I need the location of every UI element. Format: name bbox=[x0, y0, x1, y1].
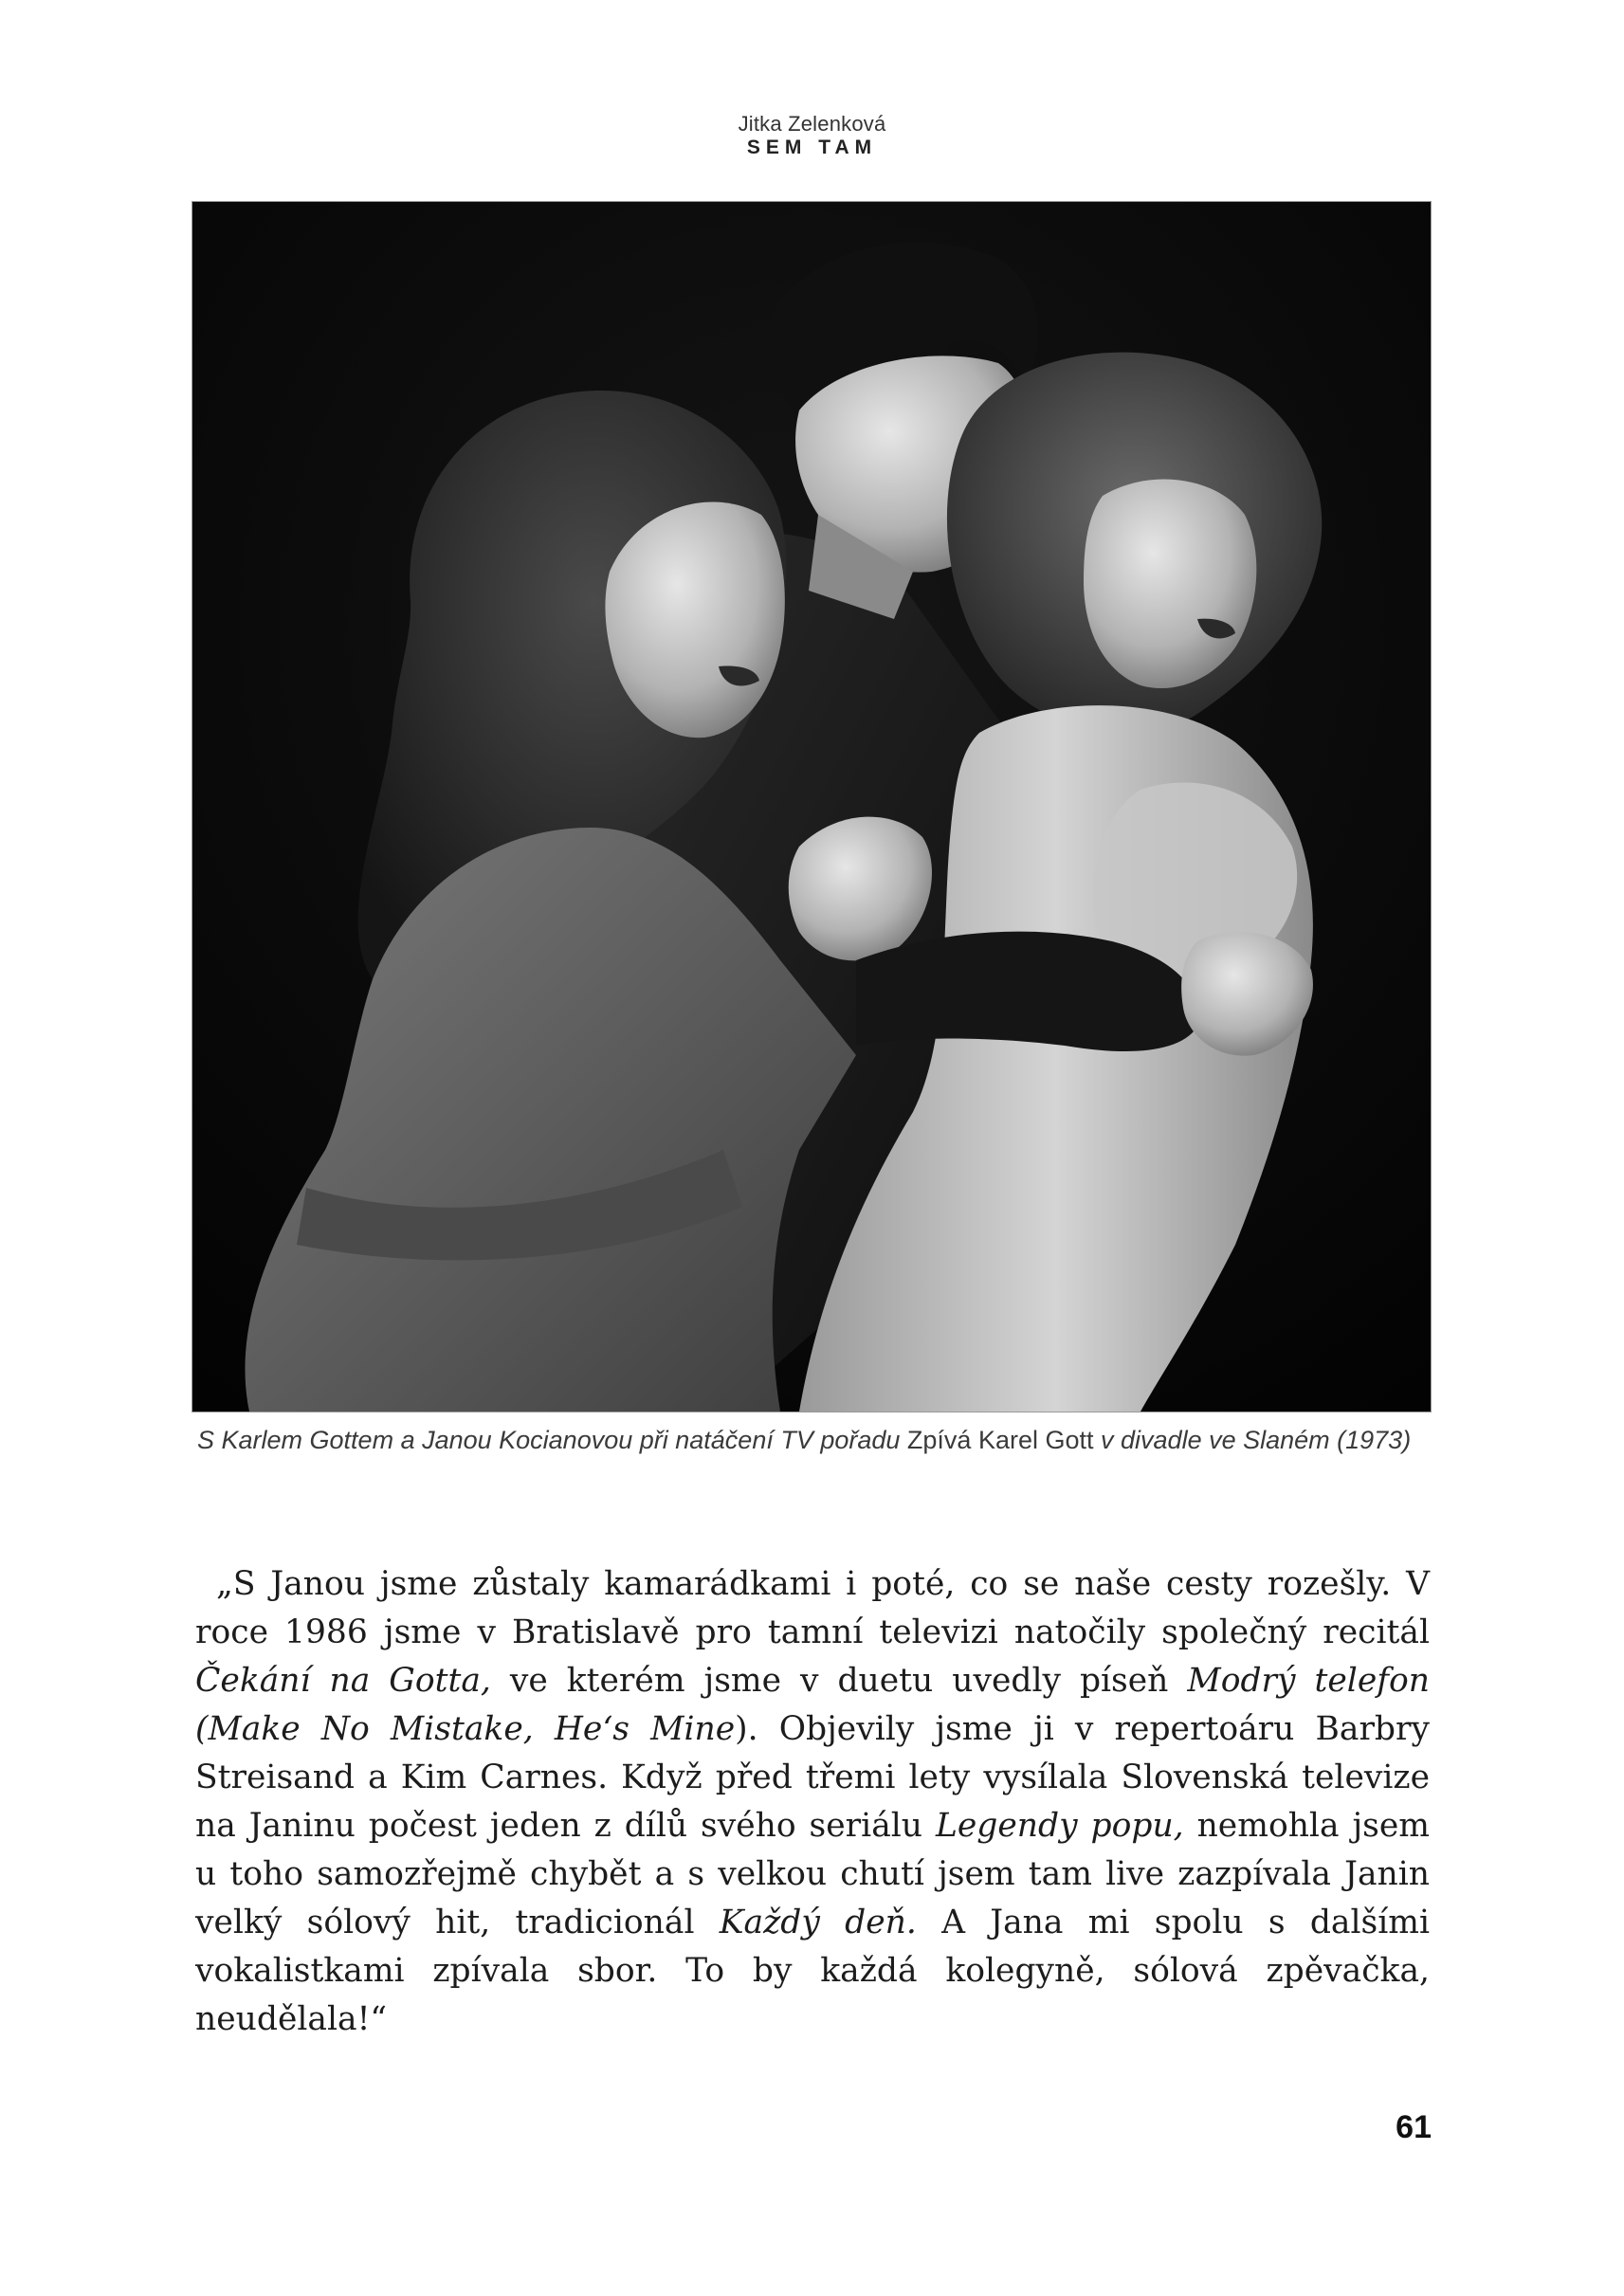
caption-part2: v divadle ve Slaném (1973) bbox=[1093, 1426, 1412, 1454]
caption-show-name: Zpívá Karel Gott bbox=[906, 1426, 1094, 1454]
caption-part1: S Karlem Gottem a Janou Kocianovou při natáčení TV pořadu bbox=[197, 1426, 907, 1454]
text-run: ). Objevily jsme ji v repertoáru Barbry Streisand a Kim Carnes. Když před třemi lety vysílala Slovenská televize na Janinu počest jeden z dílů svého seriálu bbox=[195, 1710, 1430, 1845]
italic-title: Modrý telefon (Make No Mistake, He‘s Mine bbox=[195, 1662, 1430, 1748]
header-book-title: SEM TAM bbox=[746, 137, 878, 158]
photo bbox=[192, 201, 1432, 1412]
italic-title: Čekání na Gotta, bbox=[195, 1662, 491, 1700]
header-author: Jitka Zelenková bbox=[738, 112, 886, 136]
italic-title: Každý deň. bbox=[719, 1904, 917, 1941]
quote-paragraph bbox=[195, 1560, 1430, 2044]
running-head bbox=[0, 112, 1624, 159]
photo-three-performers-image bbox=[192, 202, 1431, 1412]
text-run: A Jana mi spolu s dalšími vokalistkami zpívala sbor. To by každá kolegyně, sólová zpěvačka, neudělala!“ bbox=[195, 1904, 1431, 2038]
photo-caption bbox=[197, 1424, 1420, 1456]
text-run: „S Janou jsme zůstaly kamarádkami i poté, co se naše cesty rozešly. V roce 1986 jsme v Bratislavě pro tamní televizi natočily společný recitál bbox=[195, 1565, 1430, 1651]
body-text bbox=[195, 1560, 1430, 2044]
page-number: 61 bbox=[1396, 2109, 1432, 2145]
text-run: ve kterém jsme v duetu uvedly píseň bbox=[490, 1662, 1188, 1700]
text-run: nemohla jsem u toho samozřejmě chybět a s velkou chutí jsem tam live zazpívala Janin velký sólový hit, tradicionál bbox=[195, 1807, 1430, 1941]
italic-title: Legendy popu, bbox=[935, 1807, 1184, 1845]
